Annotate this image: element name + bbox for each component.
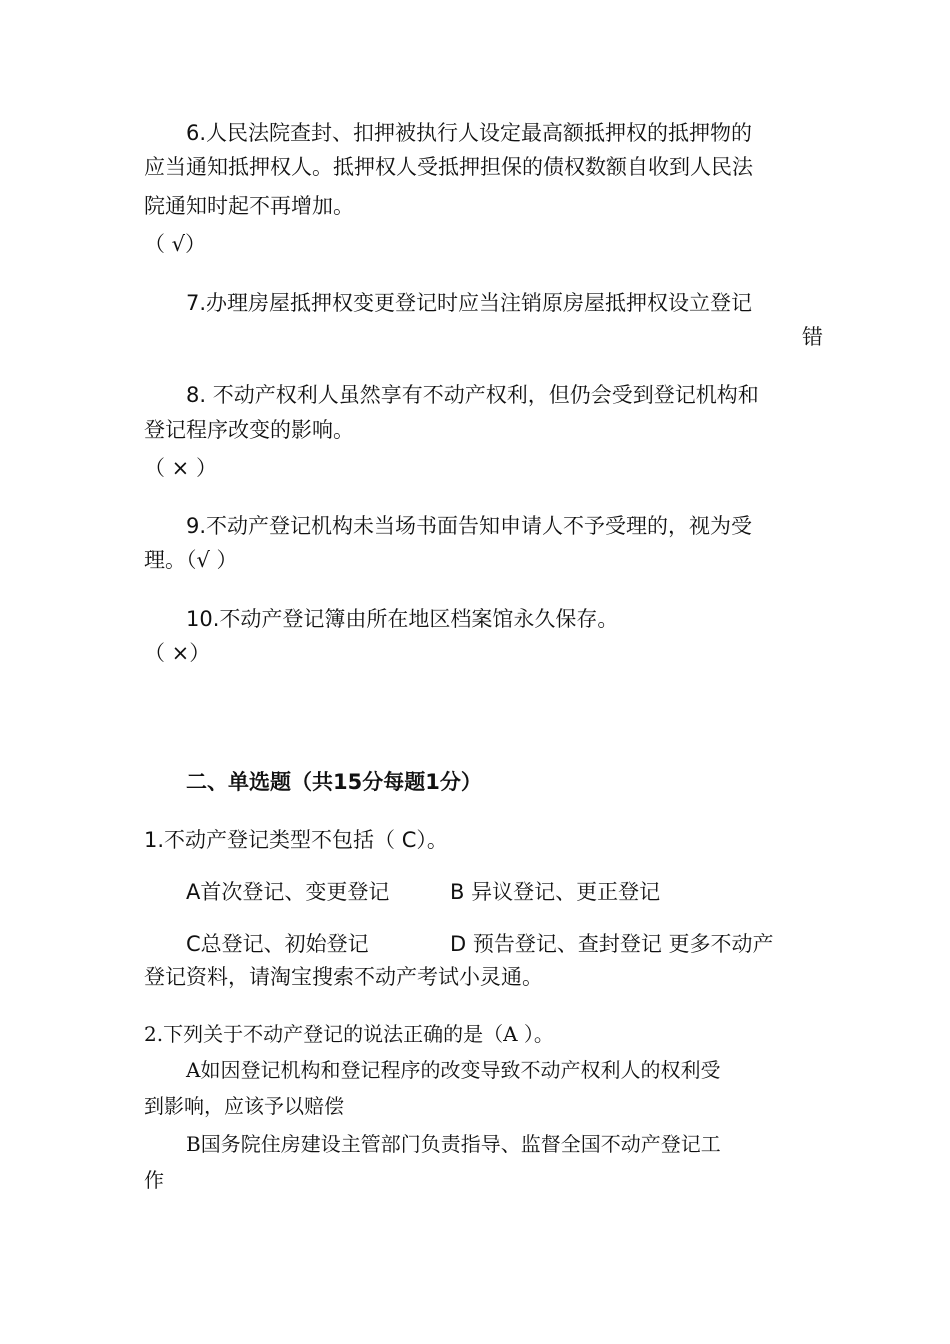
q9-line-1: 9.不动产登记机构未当场书面告知申请人不予受理的，视为受 bbox=[186, 514, 753, 538]
q7-answer: 错 bbox=[802, 325, 823, 349]
q10-answer: （ ×） bbox=[144, 641, 211, 665]
q10-line-1: 10.不动产登记簿由所在地区档案馆永久保存。 bbox=[186, 607, 619, 631]
sc-q1-option-b: B 异议登记、更正登记 bbox=[450, 880, 661, 904]
sc-q2-option-b-line-1: B国务院住房建设主管部门负责指导、监督全国不动产登记工 bbox=[186, 1132, 721, 1156]
sc-q2-option-a-line-2: 到影响，应该予以赔偿 bbox=[144, 1094, 344, 1118]
sc-q1-option-d: D 预告登记、查封登记 更多不动产 bbox=[450, 932, 774, 956]
sc-q1-option-c: C总登记、初始登记 bbox=[186, 932, 369, 956]
sc-q2-stem: 2.下列关于不动产登记的说法正确的是（A ）。 bbox=[144, 1022, 554, 1046]
q6-line-2: 应当通知抵押权人。抵押权人受抵押担保的债权数额自收到人民法 bbox=[144, 155, 753, 179]
sc-q1-option-d-continued: 登记资料，请淘宝搜索不动产考试小灵通。 bbox=[144, 965, 543, 989]
q6-line-3: 院通知时起不再增加。 bbox=[144, 194, 354, 218]
q8-answer: （ × ） bbox=[144, 456, 217, 480]
sc-q1-stem: 1.不动产登记类型不包括（ C）。 bbox=[144, 828, 448, 852]
sc-q2-option-b-line-2: 作 bbox=[144, 1168, 164, 1192]
q6-answer: （ √） bbox=[144, 232, 207, 256]
sc-q2-option-a-line-1: A如因登记机构和登记程序的改变导致不动产权利人的权利受 bbox=[186, 1058, 721, 1082]
q7-line-1: 7.办理房屋抵押权变更登记时应当注销原房屋抵押权设立登记 bbox=[186, 291, 753, 315]
q9-line-2: 理。（√ ） bbox=[144, 548, 238, 572]
sc-q1-option-a: A首次登记、变更登记 bbox=[186, 880, 390, 904]
q8-line-1: 8. 不动产权利人虽然享有不动产权利，但仍会受到登记机构和 bbox=[186, 383, 759, 407]
section-heading-single-choice: 二、单选题（共15分每题1分） bbox=[186, 770, 482, 794]
q8-line-2: 登记程序改变的影响。 bbox=[144, 418, 354, 442]
q6-line-1: 6.人民法院查封、扣押被执行人设定最高额抵押权的抵押物的 bbox=[186, 121, 753, 145]
